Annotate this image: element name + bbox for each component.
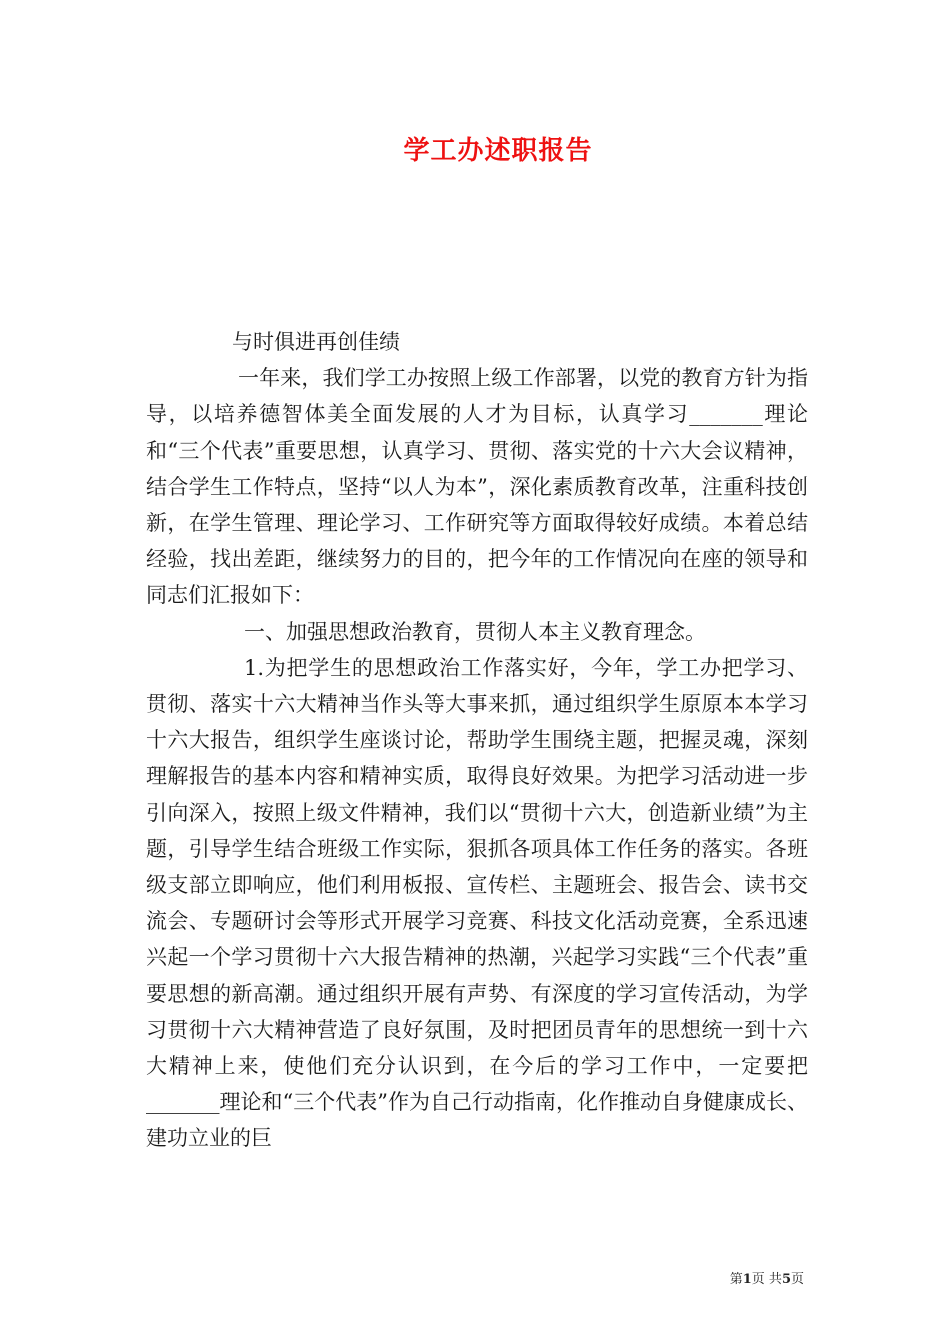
footer-prefix: 第 — [729, 1272, 743, 1287]
page-footer — [730, 1268, 804, 1287]
paragraph-intro: 一年来，我们学工办按照上级工作部署，以党的教育方针为指导，以培养德智体美全面发展的人才为目标，认真学习_______理论和“三个代表”重要思想，认真学习、贯彻、落实党的十六大会议精神，结合学生工作特点，坚持“以人为本”，深化素质教育改革，注重科技创新，在学生管理、理论学习、工作研究等方面取得较好成绩。本着总结经验，找出差距，继续努力的目的，把今年的工作情况向在座的领导和同志们汇报如下： — [146, 366, 808, 608]
paragraph-section-1-item-1: 1.为把学生的思想政治工作落实好，今年，学工办把学习、贯彻、落实十六大精神当作头等大事来抓，通过组织学生原原本本学习十六大报告，组织学生座谈讨论，帮助学生围绕主题，把握灵魂，深刻理解报告的基本内容和精神实质，取得良好效果。为把学习活动进一步引向深入，按照上级文件精神，我们以“贯彻十六大，创造新业绩”为主题，引导学生结合班级工作实际，狠抓各项具体工作任务的落实。各班级支部立即响应，他们利用板报、宣传栏、主题班会、报告会、读书交流会、专题研讨会等形式开展学习竞赛、科技文化活动竞赛，全系迅速兴起一个学习贯彻十六大报告精神的热潮，兴起学习实践“三个代表”重要思想的新高潮。通过组织开展有声势、有深度的学习宣传活动，为学习贯彻十六大精神营造了良好氛围，及时把团员青年的思想统一到十六大精神上来，使他们充分认识到，在今后的学习工作中，一定要把_______理论和“三个代表”作为自己行动指南，化作推动自身健康成长、建功立业的巨 — [146, 655, 808, 1151]
footer-current-page: 1 — [742, 1272, 752, 1287]
document-body — [146, 324, 808, 1157]
footer-middle: 页 共 — [751, 1272, 782, 1287]
document-title: 学工办述职报告 — [403, 136, 593, 166]
footer-total-pages: 5 — [781, 1272, 791, 1287]
section-heading-1: 一、加强思想政治教育，贯彻人本主义教育理念。 — [244, 619, 706, 644]
footer-suffix: 页 — [790, 1272, 804, 1287]
document-subtitle: 与时俱进再创佳绩 — [232, 330, 400, 354]
